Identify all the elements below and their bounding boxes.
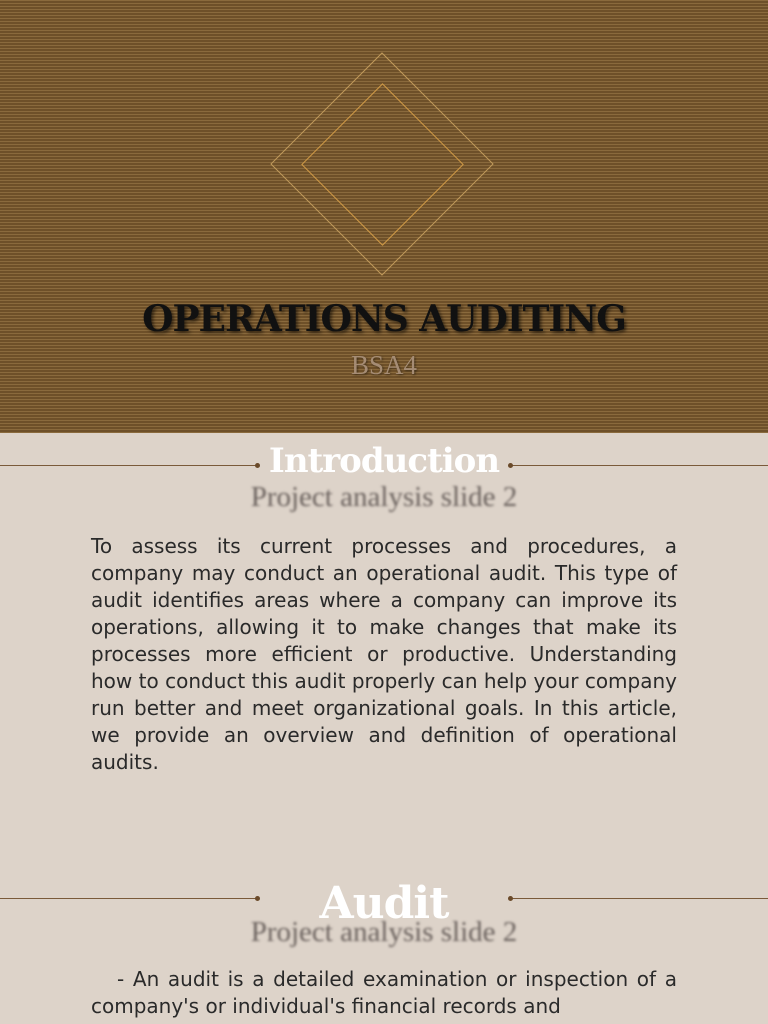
title-slide [0, 0, 768, 433]
section-caption: Project analysis slide 2 [250, 481, 518, 513]
section-body [91, 966, 677, 1020]
section-caption: Project analysis slide 2 [250, 916, 518, 948]
section-body-text: - An audit is a detailed examination or inspection of a company's or individual's financial records and [91, 967, 677, 1018]
section-body: To assess its current processes and procedures, a company may conduct an operational audit. This type of audit identifies areas where a company can improve its operations, allowing it to make changes that make its processes more efficient or productive. Understanding how to conduct this audit properly can help your company run better and meet organizational goals. In this article, we provide an overview and definition of operational audits. [91, 534, 677, 774]
slide-subtitle: BSA4 [350, 350, 418, 380]
section-heading: Audit [319, 878, 449, 929]
slide-title: OPERATIONS AUDITING [142, 298, 626, 340]
section-heading: Introduction [268, 441, 500, 481]
